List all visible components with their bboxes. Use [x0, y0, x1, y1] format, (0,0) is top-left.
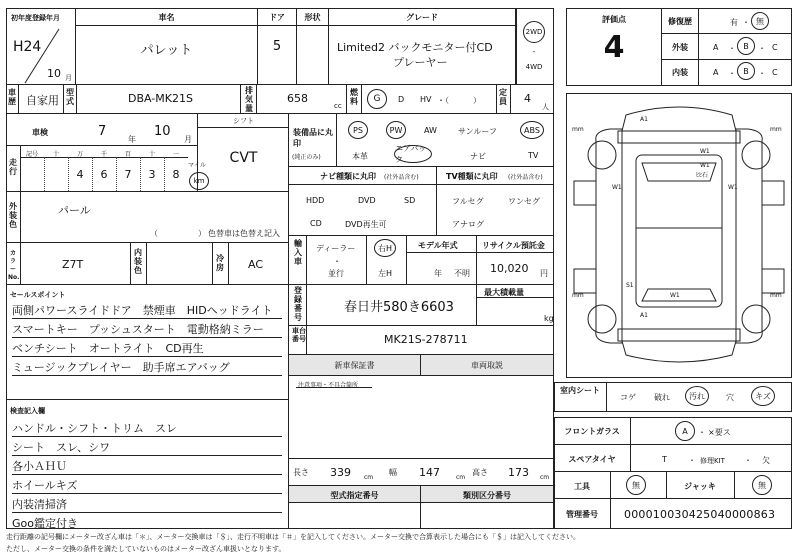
chassis-divider	[306, 325, 307, 355]
sales-lines	[12, 302, 282, 376]
navi-hdd: HDD	[306, 196, 325, 205]
sales-line: スマートキー プッシュスタート 電動格納ミラー	[12, 321, 282, 338]
mm-label-right-bottom: mm	[770, 292, 782, 299]
mileage-digit: 4	[76, 168, 84, 181]
seat-tear: 破れ	[654, 393, 670, 402]
color-label: 外装色	[9, 202, 17, 229]
spare-missing: 欠	[762, 456, 770, 465]
registration-value: 春日井580き6603	[344, 300, 454, 315]
drive-dot: ・	[530, 48, 538, 56]
height-value: 173	[508, 466, 529, 479]
jack-divider-2	[734, 471, 735, 499]
fuel-hv: HV	[420, 95, 432, 104]
chassis-label: 車台番号	[292, 327, 306, 343]
tools-label: 工具	[574, 482, 590, 491]
check-line: シート スレ、シワ	[12, 439, 282, 456]
reg-month-unit: 月	[65, 74, 72, 82]
damage-s1: S1	[626, 282, 634, 289]
navi-sub: (社外品含む)	[384, 174, 419, 181]
glass-needs-repair: ×要ス	[708, 428, 731, 437]
length-value: 339	[330, 466, 351, 479]
ac-label: 冷房	[216, 254, 224, 272]
fuel-other: ・（ ）	[437, 96, 481, 105]
type-no-value	[288, 502, 421, 529]
color-no-row	[6, 242, 289, 285]
seat-burn: コゲ	[620, 393, 636, 402]
import-label: 輸入車	[294, 239, 302, 266]
displacement-divider-2	[256, 84, 257, 114]
navi-sd: SD	[404, 196, 416, 205]
exterior-a: A	[713, 43, 719, 52]
interior-divider-2	[146, 242, 147, 285]
height-label: 高さ	[472, 468, 488, 477]
navi-label: ナビ種類に丸印	[320, 172, 376, 181]
footer-line-2: ただし、メーター交換の条件を満たしていないものはメーター改ざん車扱いとなります。	[6, 545, 286, 553]
check-line: ホイールキズ	[12, 477, 282, 494]
tv-label: TV種類に丸印	[446, 172, 498, 181]
import-divider-2	[366, 235, 367, 285]
spare-repair-kit: 修理KIT	[700, 457, 725, 465]
mile-label: マイル	[188, 162, 206, 169]
use-label: 車歴	[8, 88, 16, 106]
door-cell	[257, 8, 297, 85]
interior-a: A	[713, 68, 719, 77]
equip-navi: ナビ	[470, 152, 486, 161]
new-car-warranty-label: 新車保証書	[334, 361, 375, 370]
sales-line: ベンチシート オートライト CD再生	[12, 340, 282, 357]
cc-unit: cc	[334, 102, 342, 110]
equip-sunroof: サンルーフ	[458, 127, 497, 136]
drive-2wd-circled: 2WD	[523, 21, 545, 43]
model-value: DBA-MK21S	[128, 92, 193, 105]
mileage-label: 走行	[9, 158, 17, 176]
import-dot: ・	[333, 257, 341, 266]
equipment-label: 装備品に丸印	[293, 128, 333, 148]
score-rule-1	[661, 33, 792, 34]
shape-label: 形状	[297, 9, 328, 26]
equip-tv: TV	[528, 151, 539, 160]
width-value: 147	[419, 466, 440, 479]
sales-line: 両側パワースライドドア 禁煙車 HIDヘッドライト	[12, 302, 282, 319]
import-divider-3	[406, 235, 407, 285]
repair-label: 修復歴	[668, 17, 692, 26]
shape-cell	[296, 8, 329, 85]
digit-header: 一	[172, 151, 179, 158]
damage-w1-4: W1	[700, 162, 710, 169]
damage-a1-top: A1	[640, 116, 648, 123]
score-rule-2	[661, 59, 792, 60]
digit-header: 記号	[25, 151, 38, 158]
chassis-value: MK21S-278711	[384, 333, 468, 346]
mileage-digit: 3	[148, 168, 156, 181]
equip-aw: AW	[424, 126, 437, 135]
shift-value: CVT	[229, 150, 258, 166]
color-no-value: Z7T	[62, 258, 84, 271]
check-line: ハンドル・シフト・トリム スレ	[12, 420, 282, 437]
exterior-dot-1: ・	[728, 44, 736, 53]
digit-header: 万	[76, 151, 83, 158]
recycle-yen: 円	[540, 269, 548, 278]
capacity-unit: 人	[542, 103, 549, 111]
tv-sub: (社外品含む)	[508, 174, 543, 181]
drive-4wd: 4WD	[525, 63, 543, 71]
tv-oneseg: ワンセグ	[508, 197, 540, 206]
grade-line2: プレーヤー	[393, 56, 448, 69]
color-no-divider	[20, 242, 21, 285]
glass-label: フロントガラス	[564, 427, 620, 436]
jack-divider	[666, 471, 667, 499]
mm-label-left-top: mm	[572, 126, 584, 133]
mileage-rule	[6, 191, 289, 192]
inspection-month: 10	[154, 124, 171, 139]
navi-dvd: DVD	[358, 196, 376, 205]
seat-stain-circled: 汚れ	[685, 386, 709, 406]
spare-label: スペアタイヤ	[568, 455, 616, 464]
inspection-month-unit: 月	[184, 135, 192, 144]
grade-cell	[328, 8, 554, 85]
reg-year-label: 初年度登録年月	[11, 14, 60, 22]
check-line: Goo鑑定付き	[12, 517, 78, 530]
spare-dot-2: ・	[744, 456, 752, 465]
digit-header: 十	[52, 151, 59, 158]
management-label: 管理番号	[566, 510, 598, 519]
digit-header: 十	[148, 151, 155, 158]
mileage-digit: 7	[124, 168, 132, 181]
interior-c: C	[772, 68, 778, 77]
navi-cd: CD	[310, 219, 322, 228]
spare-t: T	[662, 455, 667, 464]
check-line: 各小ＡＨＵ	[12, 458, 282, 475]
grade-label: グレード	[329, 9, 515, 26]
door-label: ドア	[258, 9, 296, 26]
car-name-label: 車名	[76, 9, 257, 26]
score-value: 4	[603, 30, 625, 65]
era-year: H24	[13, 39, 42, 55]
displacement-label: 排気量	[245, 86, 253, 113]
color-label-divider	[20, 191, 21, 243]
drive-divider	[515, 9, 517, 84]
spare-divider	[630, 444, 631, 472]
class-no-value	[420, 502, 554, 529]
car-name: パレット	[140, 43, 193, 58]
shift-rule	[198, 127, 289, 128]
class-no-label: 類別区分番号	[463, 491, 511, 500]
interior-dot-1: ・	[728, 69, 736, 78]
tv-analog: アナログ	[452, 220, 484, 229]
car-diagram	[566, 93, 792, 378]
glass-a-circled: A	[675, 421, 695, 441]
fuel-label: 燃料	[350, 88, 358, 106]
recycle-label: リサイクル預託金	[482, 241, 545, 250]
max-load-label: 最大積載量	[484, 288, 524, 297]
model-year-unit: 年	[434, 269, 442, 278]
left-hand: 左H	[378, 269, 393, 278]
damage-w1-5: W1	[670, 292, 680, 299]
equip-abs-circled: ABS	[520, 121, 544, 139]
mileage-digit: 6	[100, 168, 108, 181]
tv-fullseg: フルセグ	[452, 197, 484, 206]
exterior-dot-2: ・	[758, 44, 766, 53]
fuel-divider-2	[361, 84, 362, 114]
reg-year-cell	[6, 8, 76, 85]
color-value: パール	[58, 204, 91, 217]
management-divider	[610, 498, 611, 529]
sales-line: ミュージックプレイヤー 助手席エアバッグ	[12, 359, 282, 376]
repair-yes: 有	[730, 18, 738, 27]
type-no-label: 型式指定番号	[330, 491, 379, 500]
use-value: 自家用	[26, 94, 59, 107]
inspection-year-unit: 年	[128, 135, 136, 144]
model-year-label: モデル年式	[418, 241, 458, 250]
seat-scratch-circled: キズ	[751, 386, 775, 406]
capacity-divider-2	[510, 84, 511, 114]
length-unit: cm	[364, 474, 374, 481]
ac-value: AC	[248, 258, 264, 271]
length-label: 長さ	[293, 468, 309, 477]
use-divider	[18, 84, 19, 114]
import-header-rule	[406, 252, 554, 253]
fuel-g-circled: G	[367, 89, 387, 109]
owner-manual-label: 車両取説	[471, 361, 503, 370]
equip-leather: 本革	[352, 152, 368, 161]
km-circled: km	[189, 172, 209, 190]
damage-w1-3: W1	[728, 184, 738, 191]
jack-none-circled: 無	[752, 475, 772, 495]
interior-dot-2: ・	[758, 69, 766, 78]
navi-tv-divider	[436, 166, 437, 236]
import-divider-4	[476, 235, 477, 285]
car-name-cell	[75, 8, 258, 85]
height-unit: cm	[540, 474, 550, 481]
spare-dot-1: ・	[688, 456, 696, 465]
check-lines	[12, 420, 282, 531]
shift-label: シフト	[233, 117, 254, 125]
max-load-divider	[476, 284, 477, 326]
equip-ps-circled: PS	[348, 121, 368, 139]
mm-label-right-top: mm	[770, 126, 782, 133]
model-year-unknown: 不明	[454, 269, 470, 278]
import-divider-1	[306, 235, 307, 285]
sales-label: セールスポイント	[10, 291, 66, 299]
right-hand-circled: 右H	[374, 239, 396, 257]
score-subdivider	[698, 8, 699, 86]
displacement-value: 658	[287, 92, 308, 105]
notes-label: 注意事項・不具合箇所	[298, 382, 359, 389]
digit-header: 千	[100, 151, 107, 158]
capacity-label: 定員	[499, 88, 507, 106]
width-label: 幅	[389, 468, 397, 477]
model-divider-2	[76, 84, 77, 114]
check-line: 内装清掃済	[12, 496, 282, 513]
max-load-kg: kg	[544, 314, 554, 323]
import-parallel: 並行	[328, 269, 344, 278]
notes-rule	[296, 387, 372, 388]
reg-month: 10	[47, 67, 61, 80]
digit-header: 百	[124, 151, 131, 158]
glass-divider	[630, 417, 631, 445]
grade-line1: Limited2 バックモニター付CD	[337, 41, 493, 54]
equipment-sublabel: (純正のみ)	[292, 154, 321, 161]
equipment-divider	[336, 113, 337, 167]
footer-line-1: 走行距離の記号欄にメーター改ざん車は「＊」、メーター交換車は「＄」、走行不明車は「＃」を記入してください。メーター交換で合算表示した場合にも「＄」は記入してください。	[6, 533, 580, 541]
doors-value: 5	[272, 39, 282, 54]
glass-dot: ・	[698, 428, 706, 437]
navi-dvd-play: DVD再生可	[345, 220, 387, 229]
interior-color-label: 内装色	[134, 248, 142, 275]
exterior-label: 外装	[672, 43, 688, 52]
seat-hole: 穴	[726, 393, 734, 402]
digit-divider	[44, 157, 45, 191]
damage-w1-2: W1	[612, 184, 622, 191]
exterior-b-circled: B	[737, 37, 755, 55]
recycle-value: 10,020	[490, 262, 529, 275]
ac-divider	[212, 242, 213, 285]
seat-label: 室内シート	[560, 386, 600, 395]
jack-label: ジャッキ	[684, 482, 716, 491]
seat-divider	[606, 382, 607, 412]
repair-dot: ・	[742, 18, 750, 27]
inspection-year: 7	[98, 124, 107, 139]
registration-label: 登録番号	[294, 286, 302, 322]
capacity-value: 4	[524, 92, 531, 105]
equip-airbag-circled: エアバック	[394, 145, 432, 163]
width-unit: cm	[456, 474, 466, 481]
model-label: 型式	[66, 88, 74, 106]
displacement-divider	[240, 84, 241, 114]
tools-divider	[610, 471, 611, 499]
mm-label-left-bottom: mm	[572, 292, 584, 299]
check-label: 検査記入欄	[10, 407, 45, 415]
equip-pw-circled: PW	[386, 121, 406, 139]
inspection-rule	[6, 145, 198, 146]
ac-divider-2	[228, 242, 229, 285]
navi-header-rule	[288, 184, 554, 185]
color-no-label: カラーNo.	[8, 250, 20, 281]
fuel-d: D	[398, 95, 405, 104]
score-label: 評価点	[602, 15, 626, 24]
repair-no-circled: 無	[751, 12, 769, 30]
interior-label: 内装	[672, 68, 688, 77]
damage-a1-bottom: A1	[640, 312, 648, 319]
interior-b-circled: B	[737, 62, 755, 80]
damage-chip: ﾋﾋ石	[696, 172, 709, 179]
registration-divider	[306, 284, 307, 326]
mileage-digit: 8	[172, 168, 180, 181]
color-note: 色替車は色替え記入	[208, 229, 280, 238]
tools-none-circled: 無	[626, 475, 646, 495]
management-value: 000010030425040000863	[624, 508, 776, 521]
damage-w1-1: W1	[700, 148, 710, 155]
color-note-paren: （ ）	[150, 229, 206, 238]
interior-divider	[130, 242, 131, 285]
exterior-c: C	[772, 43, 778, 52]
import-dealer: ディーラー	[316, 244, 356, 253]
inspection-label: 車検	[32, 128, 48, 137]
fuel-divider	[346, 84, 347, 114]
